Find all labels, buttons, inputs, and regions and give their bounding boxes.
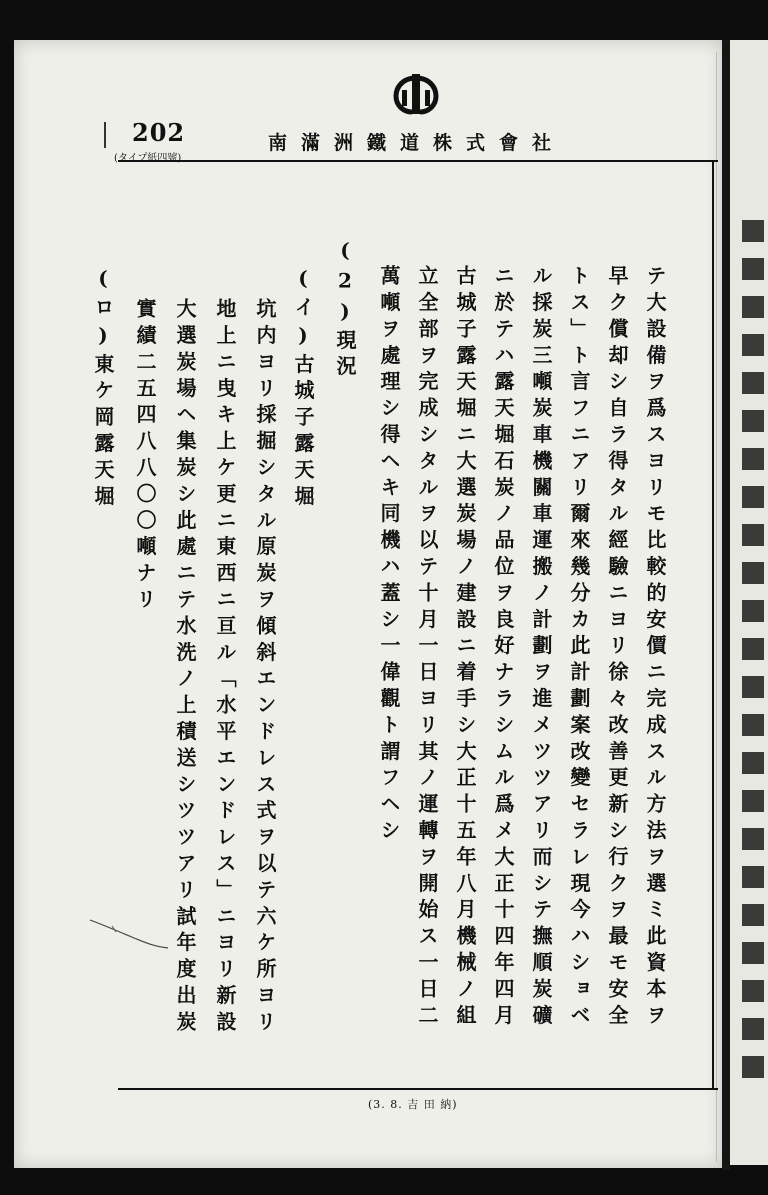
book-gutter [722,40,730,1170]
company-logo-icon [392,72,440,116]
margin-mark [104,122,106,148]
text-column-1: テ大設備ヲ爲スヨリモ比較的安價ニ完成スル方法ヲ選ミ此資本ヲ [643,265,667,1031]
pencil-scratch-mark [86,902,176,972]
adjacent-page-text [742,220,764,1090]
text-column-4: ル採炭三噸炭車機關車運搬ノ計劃ヲ進メツツアリ而シテ撫順炭礦 [529,265,553,1031]
text-column-5: ニ於テハ露天堀石炭ノ品位ヲ良好ナラシムル爲メ大正十四年四月 [491,265,515,1031]
footer-rule [118,1088,718,1090]
header-rule [118,160,718,162]
text-column-8: 萬噸ヲ處理シ得ヘキ同機ハ蓋シ一偉觀ト謂フヘシ [377,265,401,846]
text-column-7: 立全部ヲ完成シタルヲ以テ十月一日ヨリ其ノ運轉ヲ開始ス一日二 [415,265,439,1031]
footer-code: (3. 8. 吉 田 納) [368,1098,458,1111]
text-column-3: トス」ト言フニアリ爾來幾分カ此計劃案改變セラレ現今ハショベ [567,265,591,1031]
subsection-heading-kojoshi: (イ)古城子露天堀 [291,266,315,512]
adjacent-page-edge [730,40,768,1165]
right-margin-rule [712,160,714,1090]
page-fold-line [716,52,717,1162]
text-column-6: 古城子露天堀ニ大選炭場ノ建設ニ着手シ大正十五年八月機械ノ組 [453,265,477,1031]
text-column-11: 坑内ヨリ採掘シタル原炭ヲ傾斜エンドレス式ヲ以テ六ケ所ヨリ [253,298,277,1038]
paper-type-note: (タイプ紙四號) [114,153,182,164]
section-heading-current-status: (2)現況 [333,238,357,382]
page-number: 202 [132,118,186,147]
text-column-14: 實績二五四八八〇〇噸ナリ [133,298,157,615]
text-column-13: 大選炭場ヘ集炭シ此處ニテ水洗ノ上積送シツツアリ試年度出炭 [173,298,197,1038]
subsection-heading-higashigaoka: (ロ)東ケ岡露天堀 [91,266,115,512]
company-name: 南滿洲鐵道株式會社 [268,132,566,154]
text-column-12: 地上ニ曳キ上ケ更ニ東西ニ亘ル「水平エンドレス」ニヨリ新設 [213,298,237,1038]
text-column-2: 早ク償却シ自ラ得タル經驗ニヨリ徐々改善更新シ行クヲ最モ安全 [605,265,629,1031]
